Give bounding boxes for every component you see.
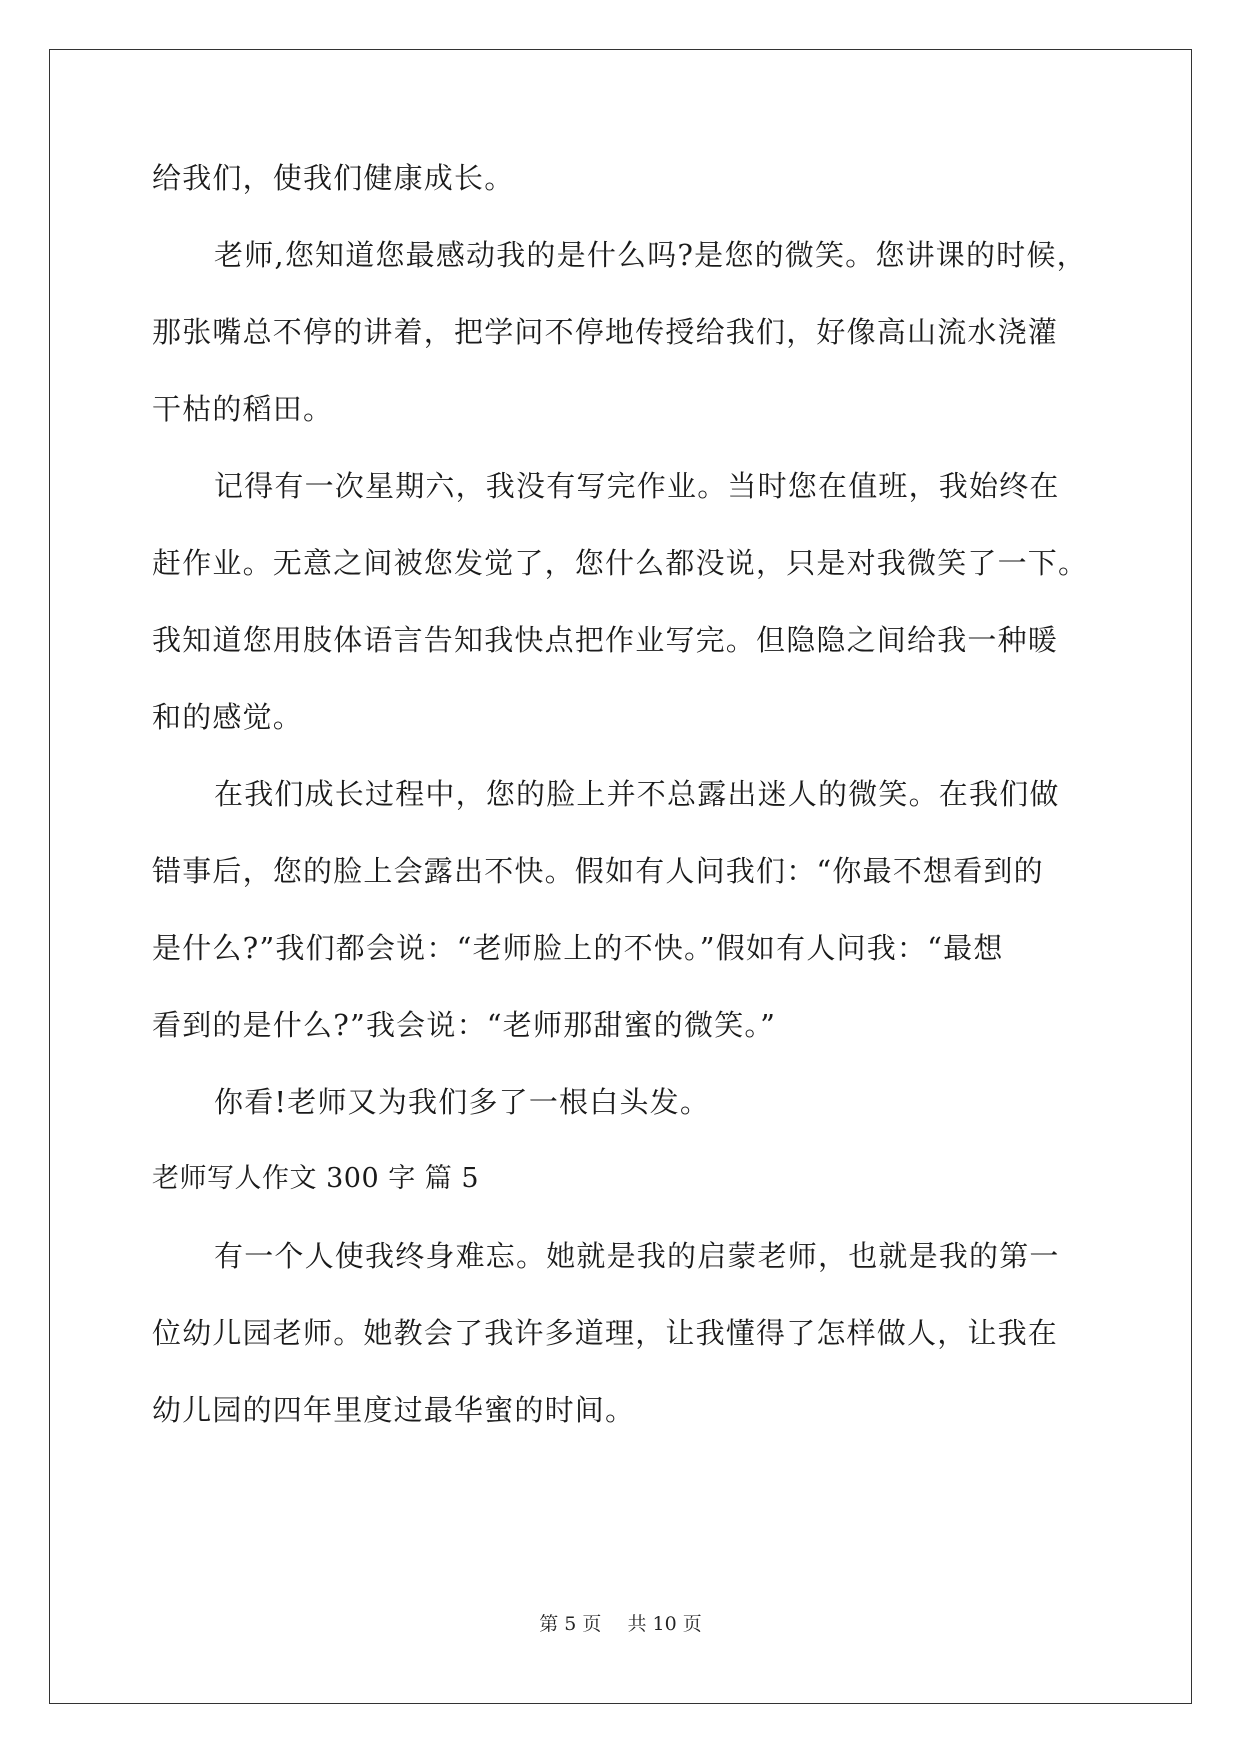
text-line: 给我们，使我们健康成长。 — [152, 161, 515, 195]
page-number: 第 5 页 — [539, 1613, 602, 1635]
text-line: 有一个人使我终身难忘。她就是我的启蒙老师，也就是我的第一 — [214, 1239, 1060, 1273]
section-heading: 老师写人作文 300 字 篇 5 — [152, 1163, 480, 1194]
page-total: 共 10 页 — [627, 1613, 702, 1635]
text-line: 位幼儿园老师。她教会了我许多道理，让我懂得了怎样做人，让我在 — [152, 1316, 1059, 1350]
text-line: 幼儿园的四年里度过最华蜜的时间。 — [152, 1393, 636, 1427]
text-line: 看到的是什么?”我会说：“老师那甜蜜的微笑。” — [152, 1008, 777, 1042]
text-line: 我知道您用肢体语言告知我快点把作业写完。但隐隐之间给我一种暖 — [152, 623, 1059, 657]
text-line: 在我们成长过程中，您的脸上并不总露出迷人的微笑。在我们做 — [214, 777, 1060, 811]
text-line: 和的感觉。 — [152, 700, 304, 734]
text-line: 错事后，您的脸上会露出不快。假如有人问我们：“你最不想看到的 — [152, 854, 1044, 888]
text-line: 老师,您知道您最感动我的是什么吗?是您的微笑。您讲课的时候， — [214, 238, 1087, 272]
text-line: 干枯的稻田。 — [152, 392, 334, 426]
page-footer — [0, 1609, 1241, 1636]
text-line: 是什么?”我们都会说：“老师脸上的不快。”假如有人问我：“最想 — [152, 931, 1004, 965]
text-line: 赶作业。无意之间被您发觉了，您什么都没说，只是对我微笑了一下。 — [152, 546, 1089, 580]
text-line: 你看!老师又为我们多了一根白头发。 — [214, 1085, 711, 1119]
text-line: 记得有一次星期六，我没有写完作业。当时您在值班，我始终在 — [214, 469, 1060, 503]
text-line: 那张嘴总不停的讲着，把学问不停地传授给我们，好像高山流水浇灌 — [152, 315, 1059, 349]
